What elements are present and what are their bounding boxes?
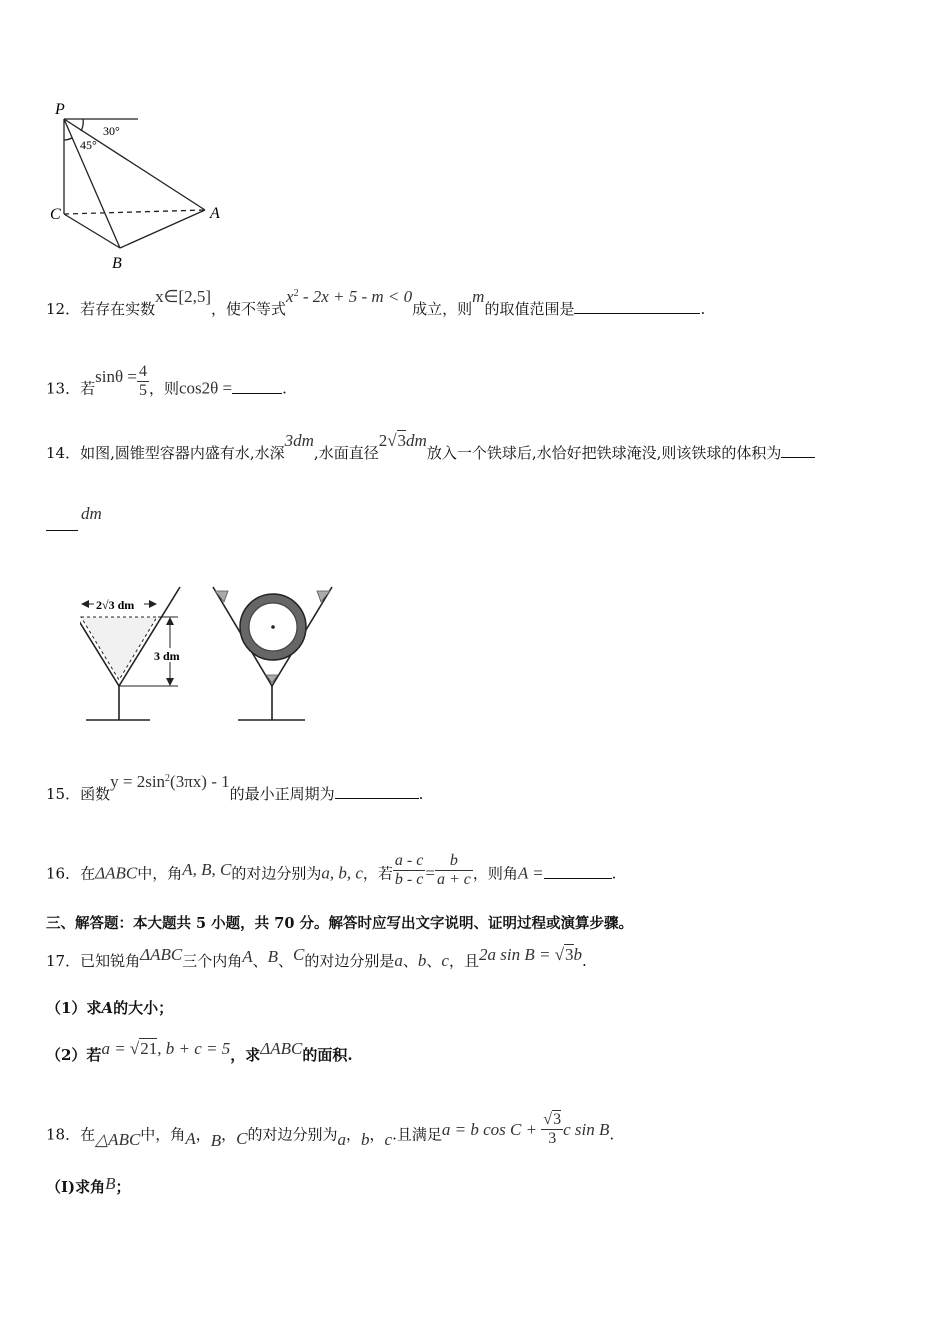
q16-answer-label: A = [517, 863, 544, 883]
q17-text-4: ，且 [448, 952, 479, 970]
question-16 [46, 852, 617, 892]
q12-text-3: 成立，则 [412, 300, 473, 318]
question-18: 18．在△ABC中，角A，B，C的对边分别为a，b，c.且满足a = b cos C + $\frac{√3}{3}$ c sin B. [46, 1111, 615, 1150]
q18-text-4: .且满足 [392, 1125, 442, 1144]
q16-text-3: 的对边分别为 [231, 864, 322, 883]
q17-p2-label: （2）若 [46, 1046, 102, 1064]
q17-p2-a: a = [101, 1039, 130, 1058]
q16-answer-blank[interactable] [544, 877, 612, 879]
q16-end: . [611, 864, 617, 883]
q18-p1-b: B [105, 1174, 116, 1193]
q18-comma-3: ， [345, 1125, 361, 1144]
q13-answer-blank[interactable] [232, 392, 282, 394]
q16-text-1: 在 [80, 864, 96, 883]
q15-text-2: 的最小正周期为 [229, 785, 335, 803]
q14-diameter-unit: dm [406, 431, 427, 450]
q12-inequality: - 2x + 5 - m < 0 [298, 287, 413, 306]
q15-text-1: 函数 [80, 785, 111, 803]
q17-sep-3: 、 [402, 952, 418, 970]
question-14: 14．如图,圆锥型容器内盛有水,水深3dm,水面直径2√3dm放入一个铁球后,水恰好把铁球淹没,则该铁球的体积为 [46, 444, 815, 461]
q15-end: . [418, 785, 424, 803]
q17-side-a: a [394, 951, 403, 970]
q18-eq-left: a = b cos C + [441, 1119, 542, 1139]
q17-sep-2: 、 [278, 952, 294, 970]
q17-text-2: 三个内角 [182, 952, 243, 970]
q17-angle-a: A [242, 947, 253, 966]
q17-eq-root: 3 [565, 945, 574, 964]
q16-triangle: ΔABC [95, 863, 138, 883]
q17-sep-4: 、 [426, 952, 442, 970]
q18-number: 18． [46, 1125, 81, 1144]
q12-var-m: m [472, 287, 485, 306]
question-13 [46, 363, 287, 407]
q17-p2-rest: , b + c = 5 [157, 1039, 231, 1058]
cone-figure [80, 580, 350, 730]
q17-number: 17． [46, 952, 81, 970]
q12-ineq-exp: 2 [293, 288, 299, 299]
label-b: B [112, 255, 122, 272]
q14-text-2: ,水面直径 [313, 444, 379, 462]
q17-p2-text: ，求 [230, 1046, 261, 1064]
q18-comma-1: ， [195, 1125, 211, 1144]
q18-side-c: c [384, 1129, 393, 1149]
q18-text-3: 的对边分别为 [247, 1125, 338, 1144]
q17-triangle: ΔABC [140, 945, 183, 964]
q16-equals: = [425, 863, 435, 883]
q17-p2-end: 的面积. [302, 1046, 353, 1064]
q18-angle-a: A [185, 1128, 196, 1148]
q16-frac1-num: a - c [394, 852, 424, 869]
q18-text-1: 在 [80, 1125, 96, 1144]
q13-numerator: 4 [138, 363, 147, 380]
height-label: 3 dm [154, 649, 180, 663]
q13-denominator: 5 [138, 382, 147, 399]
q14-text-1: 如图,圆锥型容器内盛有水,水深 [80, 444, 285, 462]
q12-text-4: 的取值范围是 [484, 300, 575, 318]
q17-side-b: b [417, 951, 427, 970]
width-label: 2√3 dm [96, 598, 135, 612]
q18-side-b: b [361, 1129, 370, 1149]
angle-45-label: 45° [80, 138, 97, 152]
q15-formula-a: y = 2sin [110, 772, 166, 791]
q17-eq-b: b [573, 945, 583, 964]
q13-end: . [282, 379, 287, 398]
question-17: 17．已知锐角ΔABC三个内角A、B、C的对边分别是a、b、c，且2a sin B = √3b. [46, 945, 587, 970]
section-3-title: 三、解答题：本大题共 5 小题，共 70 分。解答时应写出文字说明、证明过程或演算步骤。 [46, 915, 633, 932]
q17-text-3: 的对边分别是 [304, 952, 395, 970]
q16-text-2: 中，角 [137, 864, 183, 883]
q18-angle-c: C [236, 1128, 248, 1148]
q14-number: 14． [46, 444, 81, 462]
q16-frac2-num: b [449, 852, 458, 869]
q16-text-5: ，则角 [472, 864, 518, 883]
q18-part-1 [46, 1174, 131, 1196]
q15-formula-b: (3πx) - 1 [170, 772, 230, 791]
q18-eq-right: c sin B [563, 1119, 610, 1139]
q15-answer-blank[interactable] [335, 797, 419, 799]
q14-unit: dm [81, 504, 102, 523]
label-a: A [210, 205, 220, 222]
q18-angle-b: B [210, 1130, 222, 1150]
q15-number: 15． [46, 785, 81, 803]
q18-frac-root: 3 [553, 1111, 562, 1128]
q12-number: 12． [46, 300, 81, 318]
q14-answer-blank[interactable] [781, 456, 815, 458]
q16-sides: a, b, c [321, 863, 363, 883]
q18-text-2: 中，角 [140, 1125, 186, 1144]
q13-text-2: ，则 [148, 379, 179, 398]
q13-number: 13． [46, 379, 81, 398]
q18-comma-2: ， [221, 1125, 237, 1144]
q12-answer-blank[interactable] [574, 312, 700, 314]
q12-end: . [700, 300, 706, 318]
q13-cos: cos2θ = [178, 378, 233, 398]
q18-comma-4: ， [369, 1125, 385, 1144]
q17-text-1: 已知锐角 [80, 952, 141, 970]
q18-frac-den: 3 [541, 1129, 563, 1147]
q17-p2-root: 21 [140, 1039, 158, 1058]
q17-angle-b: B [267, 947, 279, 966]
pyramid-figure [40, 98, 250, 278]
q18-triangle: △ABC [95, 1129, 141, 1149]
q16-number: 16． [46, 864, 81, 883]
q18-p1-end: ； [115, 1178, 131, 1196]
q17-angle-c: C [293, 945, 305, 964]
q18-side-a: a [337, 1129, 346, 1149]
question-12 [46, 287, 706, 318]
q17-part-2: （2）若a = √21, b + c = 5，求ΔABC的面积. [46, 1039, 353, 1064]
label-c: C [50, 206, 61, 223]
q16-text-4: ，若 [362, 864, 393, 883]
q12-ineq-x: x [286, 287, 294, 306]
q16-frac1-den: b - c [394, 871, 424, 888]
q12-text-1: 若存在实数 [80, 300, 156, 318]
q17-sep-1: 、 [252, 952, 268, 970]
q14-answer-blank-cont[interactable] [46, 530, 78, 531]
q17-eq-left: 2a sin B = [478, 945, 555, 964]
q14-diameter-2: 2 [378, 431, 388, 450]
q14-depth: 3dm [284, 431, 314, 450]
q17-p1-label: （1）求 [46, 999, 102, 1017]
q14-diameter-root: 3 [397, 431, 407, 450]
q17-p2-triangle: ΔABC [260, 1039, 303, 1058]
q17-side-c: c [441, 951, 449, 970]
q17-p1-a: A [101, 999, 114, 1017]
q13-sin: sinθ = [95, 366, 137, 386]
q14-text-3: 放入一个铁球后,水恰好把铁球淹没,则该铁球的体积为 [426, 444, 782, 462]
q17-p1-text: 的大小； [113, 999, 174, 1017]
q16-frac2-den: a + c [436, 871, 471, 888]
q12-text-2: ，使不等式 [211, 300, 287, 318]
label-p: P [55, 101, 65, 118]
q12-condition: x∈[2,5] [155, 287, 211, 306]
q16-angles: A, B, C [182, 859, 232, 879]
q18-end: . [609, 1125, 615, 1144]
angle-30-label: 30° [103, 124, 120, 138]
q17-part-1 [46, 1001, 173, 1016]
q18-p1-label: （Ⅰ)求角 [46, 1178, 106, 1196]
q17-end: . [582, 952, 587, 970]
q15-exponent: 2 [165, 773, 171, 784]
q13-text-1: 若 [80, 379, 96, 398]
